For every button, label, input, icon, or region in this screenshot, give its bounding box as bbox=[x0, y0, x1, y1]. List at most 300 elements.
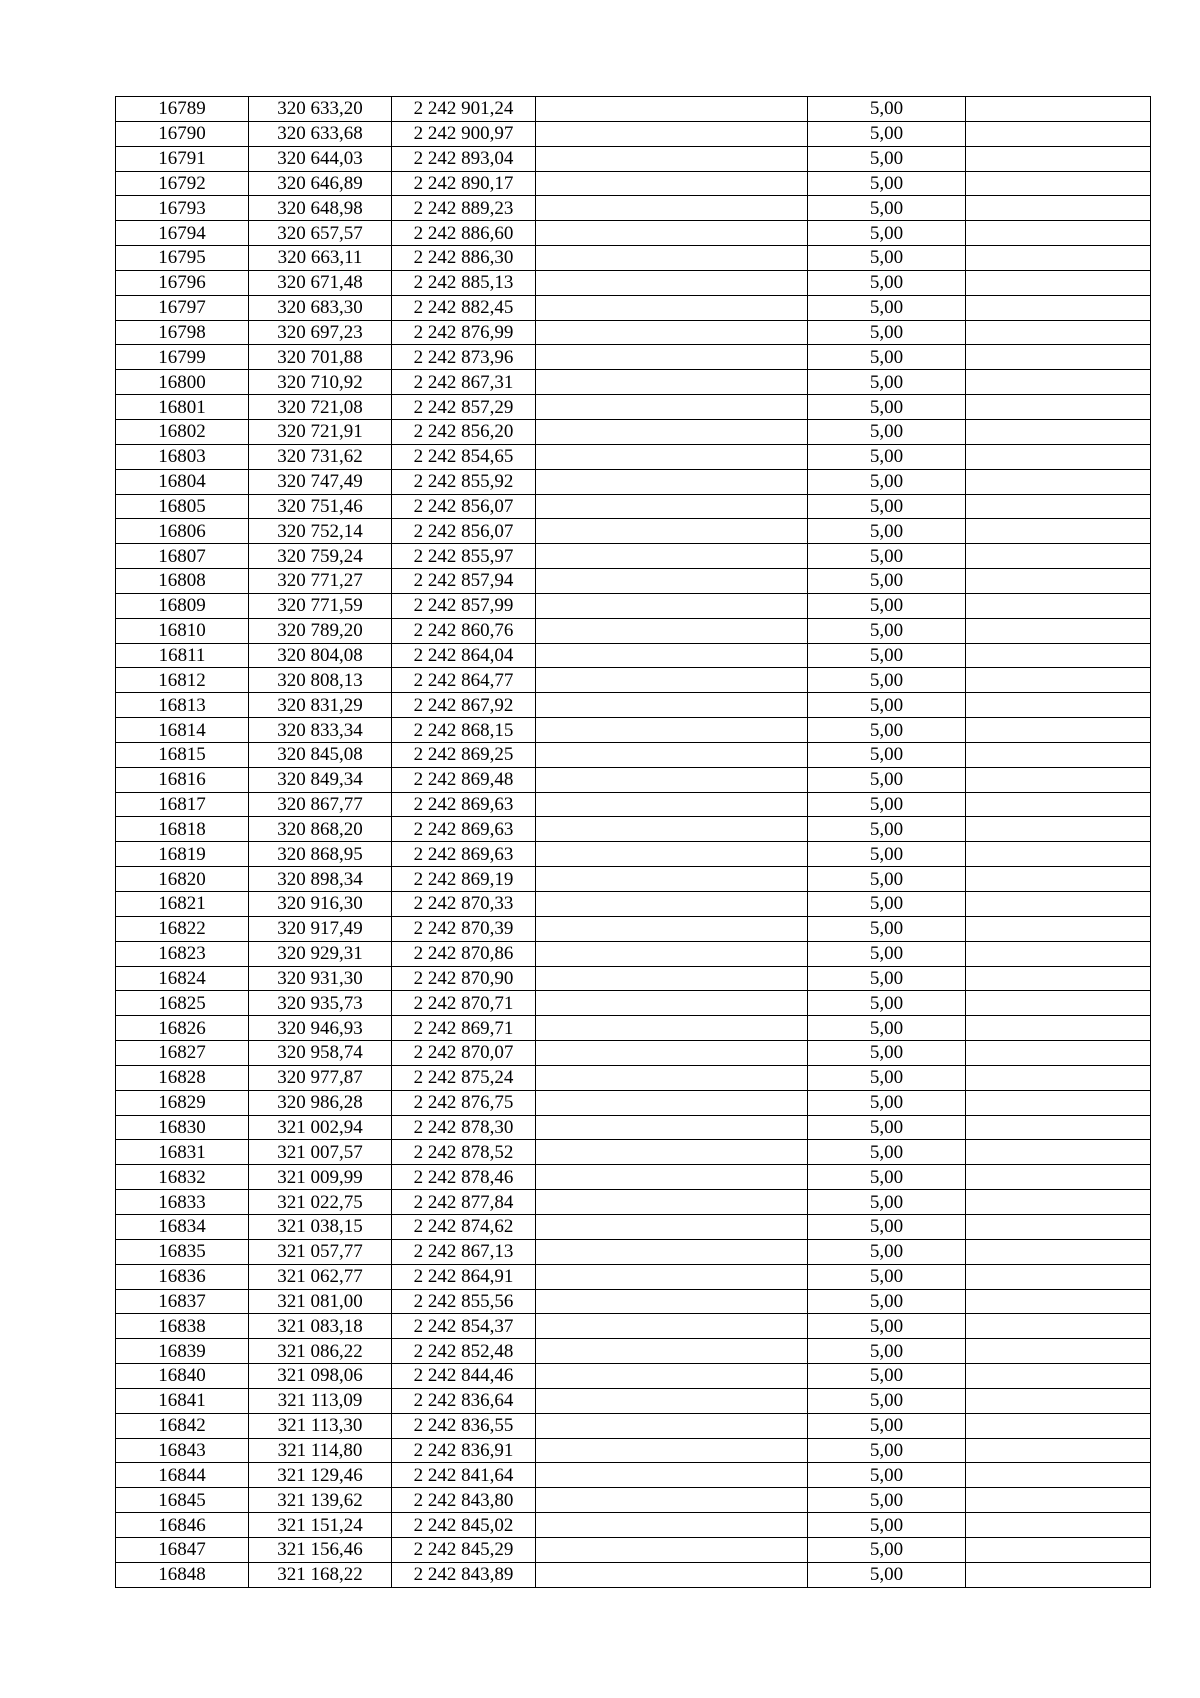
point-number-cell: 16792 bbox=[116, 171, 249, 196]
x-coordinate-cell: 320 751,46 bbox=[249, 494, 392, 519]
value-cell: 5,00 bbox=[808, 444, 966, 469]
blank-end-cell bbox=[966, 742, 1151, 767]
point-number-cell: 16837 bbox=[116, 1289, 249, 1314]
blank-end-cell bbox=[966, 1239, 1151, 1264]
table-row bbox=[116, 146, 1151, 171]
blank-end-cell bbox=[966, 494, 1151, 519]
value-cell: 5,00 bbox=[808, 569, 966, 594]
point-number-cell: 16819 bbox=[116, 842, 249, 867]
y-coordinate-cell: 2 242 869,63 bbox=[392, 792, 536, 817]
blank-end-cell bbox=[966, 1513, 1151, 1538]
point-number-cell: 16806 bbox=[116, 519, 249, 544]
value-cell: 5,00 bbox=[808, 171, 966, 196]
y-coordinate-cell: 2 242 869,71 bbox=[392, 1016, 536, 1041]
blank-cell bbox=[536, 593, 808, 618]
table-row bbox=[116, 544, 1151, 569]
blank-cell bbox=[536, 1537, 808, 1562]
blank-end-cell bbox=[966, 295, 1151, 320]
blank-end-cell bbox=[966, 1016, 1151, 1041]
x-coordinate-cell: 320 646,89 bbox=[249, 171, 392, 196]
blank-end-cell bbox=[966, 1165, 1151, 1190]
x-coordinate-cell: 321 114,80 bbox=[249, 1438, 392, 1463]
value-cell: 5,00 bbox=[808, 991, 966, 1016]
x-coordinate-cell: 320 633,20 bbox=[249, 97, 392, 122]
blank-end-cell bbox=[966, 469, 1151, 494]
table-row bbox=[116, 370, 1151, 395]
y-coordinate-cell: 2 242 836,64 bbox=[392, 1388, 536, 1413]
point-number-cell: 16814 bbox=[116, 718, 249, 743]
x-coordinate-cell: 321 038,15 bbox=[249, 1214, 392, 1239]
blank-end-cell bbox=[966, 171, 1151, 196]
point-number-cell: 16845 bbox=[116, 1488, 249, 1513]
value-cell: 5,00 bbox=[808, 892, 966, 917]
blank-cell bbox=[536, 196, 808, 221]
table-row bbox=[116, 1140, 1151, 1165]
y-coordinate-cell: 2 242 870,39 bbox=[392, 916, 536, 941]
value-cell: 5,00 bbox=[808, 966, 966, 991]
y-coordinate-cell: 2 242 886,30 bbox=[392, 246, 536, 271]
table-row bbox=[116, 1463, 1151, 1488]
blank-cell bbox=[536, 742, 808, 767]
blank-cell bbox=[536, 916, 808, 941]
x-coordinate-cell: 320 789,20 bbox=[249, 618, 392, 643]
point-number-cell: 16827 bbox=[116, 1041, 249, 1066]
x-coordinate-cell: 320 759,24 bbox=[249, 544, 392, 569]
table-row bbox=[116, 494, 1151, 519]
blank-cell bbox=[536, 1388, 808, 1413]
blank-end-cell bbox=[966, 121, 1151, 146]
table-row bbox=[116, 196, 1151, 221]
blank-end-cell bbox=[966, 941, 1151, 966]
y-coordinate-cell: 2 242 854,65 bbox=[392, 444, 536, 469]
table-row bbox=[116, 941, 1151, 966]
value-cell: 5,00 bbox=[808, 643, 966, 668]
x-coordinate-cell: 320 671,48 bbox=[249, 270, 392, 295]
blank-end-cell bbox=[966, 1289, 1151, 1314]
value-cell: 5,00 bbox=[808, 1289, 966, 1314]
point-number-cell: 16844 bbox=[116, 1463, 249, 1488]
x-coordinate-cell: 320 946,93 bbox=[249, 1016, 392, 1041]
x-coordinate-cell: 321 062,77 bbox=[249, 1264, 392, 1289]
y-coordinate-cell: 2 242 878,46 bbox=[392, 1165, 536, 1190]
y-coordinate-cell: 2 242 900,97 bbox=[392, 121, 536, 146]
point-number-cell: 16821 bbox=[116, 892, 249, 917]
point-number-cell: 16790 bbox=[116, 121, 249, 146]
value-cell: 5,00 bbox=[808, 817, 966, 842]
blank-end-cell bbox=[966, 270, 1151, 295]
blank-cell bbox=[536, 345, 808, 370]
point-number-cell: 16830 bbox=[116, 1115, 249, 1140]
blank-end-cell bbox=[966, 1488, 1151, 1513]
blank-end-cell bbox=[966, 643, 1151, 668]
blank-cell bbox=[536, 892, 808, 917]
blank-end-cell bbox=[966, 221, 1151, 246]
y-coordinate-cell: 2 242 893,04 bbox=[392, 146, 536, 171]
x-coordinate-cell: 320 752,14 bbox=[249, 519, 392, 544]
value-cell: 5,00 bbox=[808, 867, 966, 892]
blank-end-cell bbox=[966, 916, 1151, 941]
y-coordinate-cell: 2 242 886,60 bbox=[392, 221, 536, 246]
y-coordinate-cell: 2 242 869,19 bbox=[392, 867, 536, 892]
y-coordinate-cell: 2 242 855,92 bbox=[392, 469, 536, 494]
table-row bbox=[116, 1190, 1151, 1215]
y-coordinate-cell: 2 242 868,15 bbox=[392, 718, 536, 743]
table-row bbox=[116, 1413, 1151, 1438]
y-coordinate-cell: 2 242 864,91 bbox=[392, 1264, 536, 1289]
x-coordinate-cell: 320 721,08 bbox=[249, 395, 392, 420]
blank-cell bbox=[536, 370, 808, 395]
y-coordinate-cell: 2 242 870,86 bbox=[392, 941, 536, 966]
table-row bbox=[116, 519, 1151, 544]
table-row bbox=[116, 320, 1151, 345]
x-coordinate-cell: 320 633,68 bbox=[249, 121, 392, 146]
y-coordinate-cell: 2 242 867,92 bbox=[392, 693, 536, 718]
coordinates-table bbox=[115, 96, 1151, 1588]
y-coordinate-cell: 2 242 841,64 bbox=[392, 1463, 536, 1488]
point-number-cell: 16810 bbox=[116, 618, 249, 643]
x-coordinate-cell: 320 721,91 bbox=[249, 419, 392, 444]
y-coordinate-cell: 2 242 856,07 bbox=[392, 519, 536, 544]
blank-end-cell bbox=[966, 1065, 1151, 1090]
value-cell: 5,00 bbox=[808, 1513, 966, 1538]
blank-end-cell bbox=[966, 867, 1151, 892]
blank-cell bbox=[536, 966, 808, 991]
point-number-cell: 16833 bbox=[116, 1190, 249, 1215]
point-number-cell: 16796 bbox=[116, 270, 249, 295]
x-coordinate-cell: 320 929,31 bbox=[249, 941, 392, 966]
blank-cell bbox=[536, 320, 808, 345]
value-cell: 5,00 bbox=[808, 1165, 966, 1190]
value-cell: 5,00 bbox=[808, 270, 966, 295]
blank-cell bbox=[536, 867, 808, 892]
table-row bbox=[116, 718, 1151, 743]
value-cell: 5,00 bbox=[808, 320, 966, 345]
x-coordinate-cell: 321 129,46 bbox=[249, 1463, 392, 1488]
value-cell: 5,00 bbox=[808, 668, 966, 693]
blank-cell bbox=[536, 469, 808, 494]
x-coordinate-cell: 320 731,62 bbox=[249, 444, 392, 469]
table-row bbox=[116, 1264, 1151, 1289]
blank-cell bbox=[536, 221, 808, 246]
value-cell: 5,00 bbox=[808, 146, 966, 171]
value-cell: 5,00 bbox=[808, 718, 966, 743]
value-cell: 5,00 bbox=[808, 1562, 966, 1587]
point-number-cell: 16835 bbox=[116, 1239, 249, 1264]
value-cell: 5,00 bbox=[808, 1140, 966, 1165]
table-row bbox=[116, 817, 1151, 842]
blank-cell bbox=[536, 817, 808, 842]
value-cell: 5,00 bbox=[808, 121, 966, 146]
value-cell: 5,00 bbox=[808, 544, 966, 569]
point-number-cell: 16791 bbox=[116, 146, 249, 171]
point-number-cell: 16813 bbox=[116, 693, 249, 718]
table-row bbox=[116, 1041, 1151, 1066]
x-coordinate-cell: 320 771,59 bbox=[249, 593, 392, 618]
x-coordinate-cell: 321 057,77 bbox=[249, 1239, 392, 1264]
point-number-cell: 16832 bbox=[116, 1165, 249, 1190]
blank-end-cell bbox=[966, 1264, 1151, 1289]
value-cell: 5,00 bbox=[808, 1190, 966, 1215]
point-number-cell: 16839 bbox=[116, 1339, 249, 1364]
x-coordinate-cell: 320 898,34 bbox=[249, 867, 392, 892]
table-row bbox=[116, 1289, 1151, 1314]
point-number-cell: 16829 bbox=[116, 1090, 249, 1115]
blank-cell bbox=[536, 991, 808, 1016]
blank-cell bbox=[536, 121, 808, 146]
value-cell: 5,00 bbox=[808, 395, 966, 420]
blank-end-cell bbox=[966, 593, 1151, 618]
blank-end-cell bbox=[966, 419, 1151, 444]
blank-cell bbox=[536, 444, 808, 469]
blank-cell bbox=[536, 1314, 808, 1339]
x-coordinate-cell: 320 849,34 bbox=[249, 767, 392, 792]
value-cell: 5,00 bbox=[808, 419, 966, 444]
y-coordinate-cell: 2 242 855,97 bbox=[392, 544, 536, 569]
table-row bbox=[116, 892, 1151, 917]
blank-cell bbox=[536, 792, 808, 817]
table-row bbox=[116, 419, 1151, 444]
point-number-cell: 16848 bbox=[116, 1562, 249, 1587]
x-coordinate-cell: 320 771,27 bbox=[249, 569, 392, 594]
y-coordinate-cell: 2 242 845,02 bbox=[392, 1513, 536, 1538]
blank-cell bbox=[536, 146, 808, 171]
point-number-cell: 16800 bbox=[116, 370, 249, 395]
table-row bbox=[116, 767, 1151, 792]
table-row bbox=[116, 1488, 1151, 1513]
point-number-cell: 16794 bbox=[116, 221, 249, 246]
point-number-cell: 16805 bbox=[116, 494, 249, 519]
value-cell: 5,00 bbox=[808, 519, 966, 544]
x-coordinate-cell: 320 867,77 bbox=[249, 792, 392, 817]
value-cell: 5,00 bbox=[808, 246, 966, 271]
table-row bbox=[116, 966, 1151, 991]
point-number-cell: 16831 bbox=[116, 1140, 249, 1165]
table-row bbox=[116, 916, 1151, 941]
blank-cell bbox=[536, 1214, 808, 1239]
blank-end-cell bbox=[966, 1214, 1151, 1239]
value-cell: 5,00 bbox=[808, 1438, 966, 1463]
blank-end-cell bbox=[966, 693, 1151, 718]
blank-cell bbox=[536, 767, 808, 792]
y-coordinate-cell: 2 242 873,96 bbox=[392, 345, 536, 370]
blank-end-cell bbox=[966, 1413, 1151, 1438]
table-row bbox=[116, 295, 1151, 320]
value-cell: 5,00 bbox=[808, 1264, 966, 1289]
table-row bbox=[116, 246, 1151, 271]
y-coordinate-cell: 2 242 856,20 bbox=[392, 419, 536, 444]
y-coordinate-cell: 2 242 854,37 bbox=[392, 1314, 536, 1339]
point-number-cell: 16797 bbox=[116, 295, 249, 320]
value-cell: 5,00 bbox=[808, 742, 966, 767]
blank-cell bbox=[536, 1513, 808, 1538]
value-cell: 5,00 bbox=[808, 1413, 966, 1438]
blank-end-cell bbox=[966, 1314, 1151, 1339]
value-cell: 5,00 bbox=[808, 1537, 966, 1562]
x-coordinate-cell: 321 009,99 bbox=[249, 1165, 392, 1190]
value-cell: 5,00 bbox=[808, 1364, 966, 1389]
blank-cell bbox=[536, 693, 808, 718]
x-coordinate-cell: 320 663,11 bbox=[249, 246, 392, 271]
blank-end-cell bbox=[966, 1537, 1151, 1562]
x-coordinate-cell: 320 657,57 bbox=[249, 221, 392, 246]
blank-cell bbox=[536, 1264, 808, 1289]
blank-end-cell bbox=[966, 246, 1151, 271]
x-coordinate-cell: 320 697,23 bbox=[249, 320, 392, 345]
point-number-cell: 16843 bbox=[116, 1438, 249, 1463]
blank-end-cell bbox=[966, 1463, 1151, 1488]
y-coordinate-cell: 2 242 870,07 bbox=[392, 1041, 536, 1066]
point-number-cell: 16815 bbox=[116, 742, 249, 767]
blank-cell bbox=[536, 97, 808, 122]
blank-cell bbox=[536, 171, 808, 196]
blank-end-cell bbox=[966, 1388, 1151, 1413]
value-cell: 5,00 bbox=[808, 842, 966, 867]
point-number-cell: 16802 bbox=[116, 419, 249, 444]
blank-cell bbox=[536, 1190, 808, 1215]
x-coordinate-cell: 320 701,88 bbox=[249, 345, 392, 370]
blank-cell bbox=[536, 544, 808, 569]
blank-cell bbox=[536, 1364, 808, 1389]
blank-cell bbox=[536, 842, 808, 867]
y-coordinate-cell: 2 242 869,48 bbox=[392, 767, 536, 792]
value-cell: 5,00 bbox=[808, 97, 966, 122]
blank-cell bbox=[536, 270, 808, 295]
table-row bbox=[116, 171, 1151, 196]
point-number-cell: 16808 bbox=[116, 569, 249, 594]
point-number-cell: 16817 bbox=[116, 792, 249, 817]
point-number-cell: 16811 bbox=[116, 643, 249, 668]
blank-cell bbox=[536, 1488, 808, 1513]
blank-end-cell bbox=[966, 892, 1151, 917]
blank-end-cell bbox=[966, 1140, 1151, 1165]
blank-cell bbox=[536, 1090, 808, 1115]
value-cell: 5,00 bbox=[808, 345, 966, 370]
value-cell: 5,00 bbox=[808, 370, 966, 395]
y-coordinate-cell: 2 242 864,04 bbox=[392, 643, 536, 668]
value-cell: 5,00 bbox=[808, 1041, 966, 1066]
blank-cell bbox=[536, 1438, 808, 1463]
table-row bbox=[116, 1239, 1151, 1264]
value-cell: 5,00 bbox=[808, 792, 966, 817]
blank-end-cell bbox=[966, 991, 1151, 1016]
y-coordinate-cell: 2 242 856,07 bbox=[392, 494, 536, 519]
table-row bbox=[116, 444, 1151, 469]
point-number-cell: 16803 bbox=[116, 444, 249, 469]
x-coordinate-cell: 320 710,92 bbox=[249, 370, 392, 395]
blank-cell bbox=[536, 643, 808, 668]
blank-cell bbox=[536, 1289, 808, 1314]
blank-cell bbox=[536, 718, 808, 743]
point-number-cell: 16828 bbox=[116, 1065, 249, 1090]
table-row bbox=[116, 221, 1151, 246]
y-coordinate-cell: 2 242 869,63 bbox=[392, 817, 536, 842]
table-row bbox=[116, 1438, 1151, 1463]
table-row bbox=[116, 1339, 1151, 1364]
y-coordinate-cell: 2 242 867,13 bbox=[392, 1239, 536, 1264]
point-number-cell: 16838 bbox=[116, 1314, 249, 1339]
value-cell: 5,00 bbox=[808, 1115, 966, 1140]
y-coordinate-cell: 2 242 864,77 bbox=[392, 668, 536, 693]
y-coordinate-cell: 2 242 844,46 bbox=[392, 1364, 536, 1389]
y-coordinate-cell: 2 242 845,29 bbox=[392, 1537, 536, 1562]
x-coordinate-cell: 320 917,49 bbox=[249, 916, 392, 941]
blank-end-cell bbox=[966, 1190, 1151, 1215]
y-coordinate-cell: 2 242 890,17 bbox=[392, 171, 536, 196]
value-cell: 5,00 bbox=[808, 221, 966, 246]
blank-end-cell bbox=[966, 1041, 1151, 1066]
x-coordinate-cell: 321 002,94 bbox=[249, 1115, 392, 1140]
point-number-cell: 16793 bbox=[116, 196, 249, 221]
blank-cell bbox=[536, 1239, 808, 1264]
value-cell: 5,00 bbox=[808, 941, 966, 966]
blank-end-cell bbox=[966, 966, 1151, 991]
table-row bbox=[116, 1537, 1151, 1562]
y-coordinate-cell: 2 242 875,24 bbox=[392, 1065, 536, 1090]
table-row bbox=[116, 1314, 1151, 1339]
value-cell: 5,00 bbox=[808, 1339, 966, 1364]
table-row bbox=[116, 742, 1151, 767]
table-row bbox=[116, 270, 1151, 295]
x-coordinate-cell: 321 113,30 bbox=[249, 1413, 392, 1438]
x-coordinate-cell: 320 977,87 bbox=[249, 1065, 392, 1090]
x-coordinate-cell: 320 935,73 bbox=[249, 991, 392, 1016]
blank-cell bbox=[536, 395, 808, 420]
point-number-cell: 16807 bbox=[116, 544, 249, 569]
point-number-cell: 16841 bbox=[116, 1388, 249, 1413]
value-cell: 5,00 bbox=[808, 1314, 966, 1339]
value-cell: 5,00 bbox=[808, 196, 966, 221]
blank-cell bbox=[536, 1016, 808, 1041]
blank-end-cell bbox=[966, 1562, 1151, 1587]
value-cell: 5,00 bbox=[808, 916, 966, 941]
blank-end-cell bbox=[966, 1090, 1151, 1115]
y-coordinate-cell: 2 242 870,90 bbox=[392, 966, 536, 991]
table-row bbox=[116, 1562, 1151, 1587]
table-row bbox=[116, 1115, 1151, 1140]
value-cell: 5,00 bbox=[808, 494, 966, 519]
value-cell: 5,00 bbox=[808, 1239, 966, 1264]
table-row bbox=[116, 345, 1151, 370]
point-number-cell: 16823 bbox=[116, 941, 249, 966]
table-row bbox=[116, 668, 1151, 693]
blank-cell bbox=[536, 246, 808, 271]
x-coordinate-cell: 320 683,30 bbox=[249, 295, 392, 320]
blank-end-cell bbox=[966, 320, 1151, 345]
x-coordinate-cell: 320 986,28 bbox=[249, 1090, 392, 1115]
table-row bbox=[116, 1388, 1151, 1413]
y-coordinate-cell: 2 242 857,94 bbox=[392, 569, 536, 594]
x-coordinate-cell: 320 958,74 bbox=[249, 1041, 392, 1066]
x-coordinate-cell: 320 804,08 bbox=[249, 643, 392, 668]
point-number-cell: 16847 bbox=[116, 1537, 249, 1562]
y-coordinate-cell: 2 242 836,91 bbox=[392, 1438, 536, 1463]
table-row bbox=[116, 1214, 1151, 1239]
table-row bbox=[116, 121, 1151, 146]
y-coordinate-cell: 2 242 876,75 bbox=[392, 1090, 536, 1115]
point-number-cell: 16834 bbox=[116, 1214, 249, 1239]
x-coordinate-cell: 321 113,09 bbox=[249, 1388, 392, 1413]
blank-end-cell bbox=[966, 1364, 1151, 1389]
point-number-cell: 16842 bbox=[116, 1413, 249, 1438]
table-row bbox=[116, 569, 1151, 594]
y-coordinate-cell: 2 242 836,55 bbox=[392, 1413, 536, 1438]
x-coordinate-cell: 321 083,18 bbox=[249, 1314, 392, 1339]
table-row bbox=[116, 97, 1151, 122]
blank-cell bbox=[536, 1339, 808, 1364]
x-coordinate-cell: 320 916,30 bbox=[249, 892, 392, 917]
y-coordinate-cell: 2 242 870,71 bbox=[392, 991, 536, 1016]
point-number-cell: 16826 bbox=[116, 1016, 249, 1041]
